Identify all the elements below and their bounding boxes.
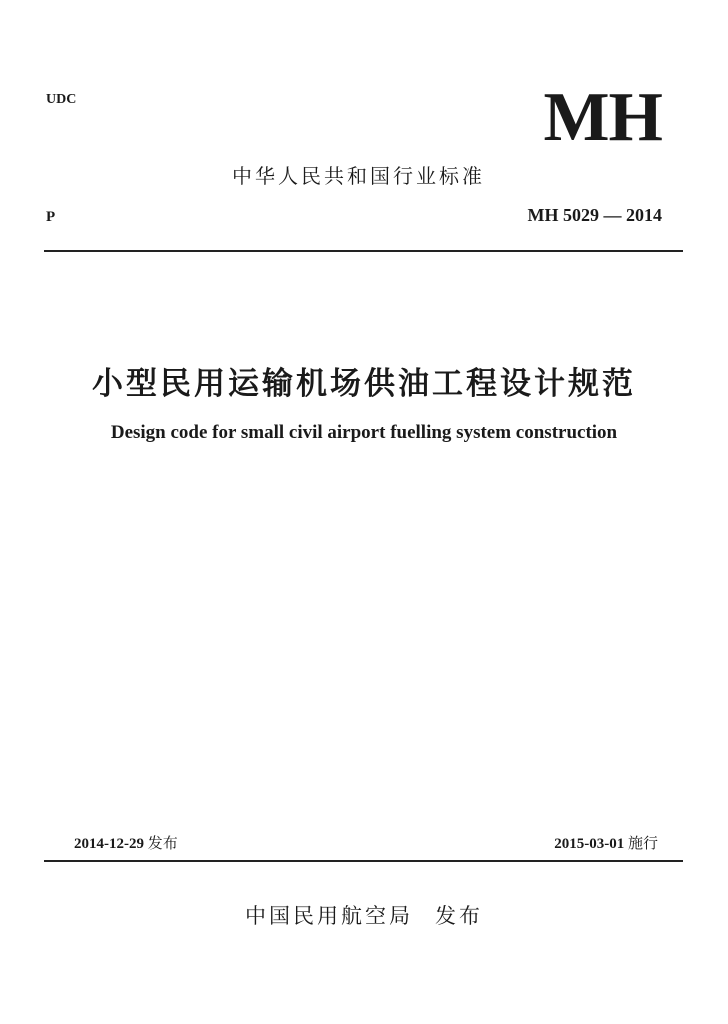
top-divider bbox=[44, 250, 683, 252]
effective-date-line bbox=[554, 832, 658, 853]
publisher-name: 中国民用航空局 bbox=[245, 904, 413, 928]
issue-date-line bbox=[74, 832, 178, 853]
publisher-line bbox=[0, 900, 728, 930]
standard-type: 中华人民共和国行业标准 bbox=[232, 164, 485, 188]
effective-date: 2015-03-01 bbox=[554, 836, 625, 852]
title-english: Design code for small civil airport fuelling system construction bbox=[110, 422, 618, 443]
publish-label: 发布 bbox=[435, 904, 483, 928]
udc-label: UDC bbox=[46, 92, 77, 107]
bottom-divider bbox=[44, 860, 683, 862]
mh-logo: MH bbox=[543, 79, 662, 156]
effective-label: 施行 bbox=[627, 834, 658, 852]
issue-label: 发布 bbox=[147, 834, 178, 852]
title-chinese: 小型民用运输机场供油工程设计规范 bbox=[92, 366, 636, 402]
issue-date: 2014-12-29 bbox=[74, 836, 144, 852]
category-letter: P bbox=[46, 209, 56, 225]
standard-number: MH 5029 — 2014 bbox=[527, 205, 662, 225]
